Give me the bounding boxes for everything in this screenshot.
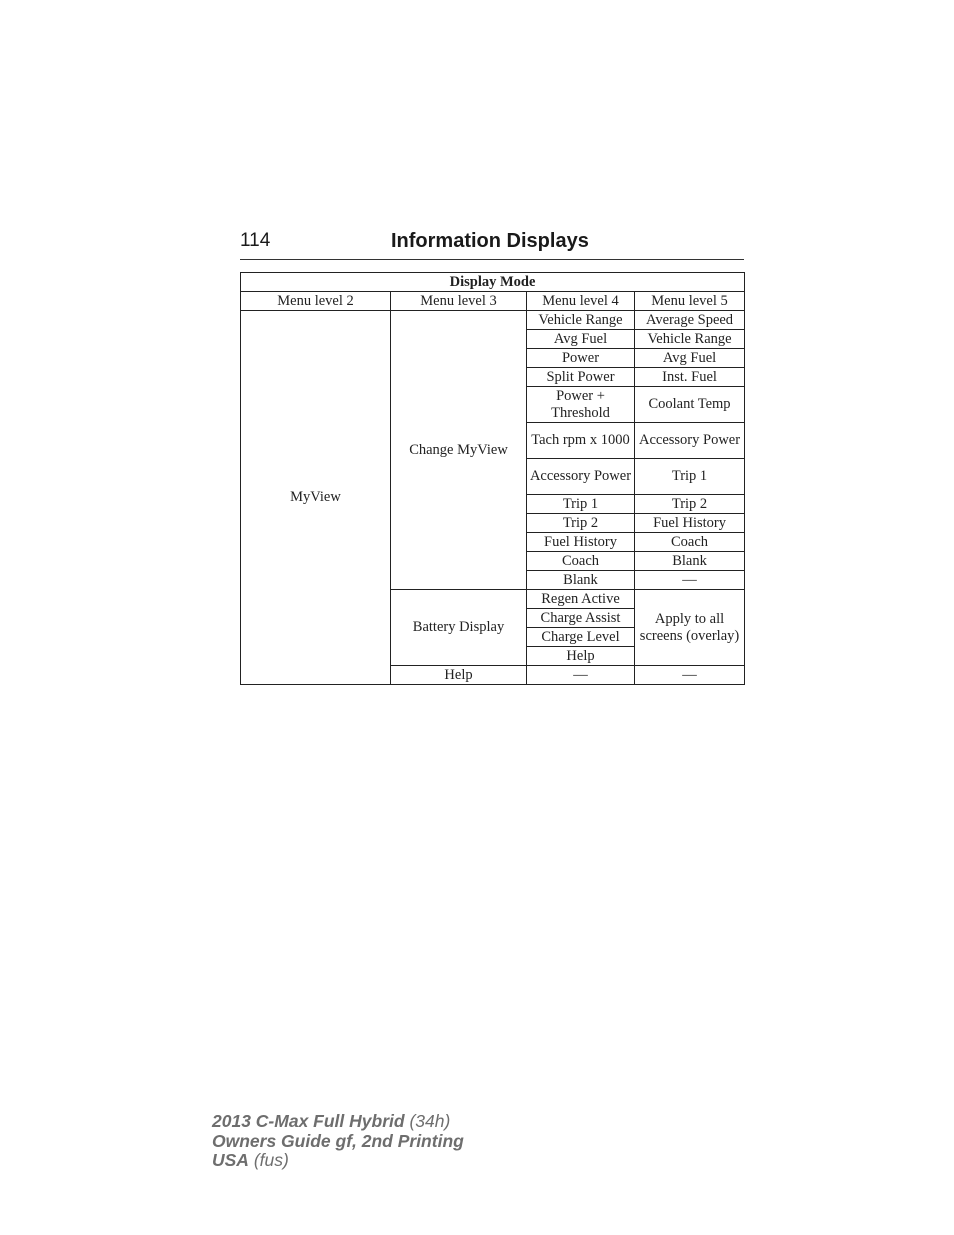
level5-cell: Accessory Power — [635, 423, 745, 459]
level5-cell: Coolant Temp — [635, 387, 745, 423]
level4-cell: Power + Threshold — [527, 387, 635, 423]
level4-cell: Trip 2 — [527, 514, 635, 533]
level4-cell: Split Power — [527, 368, 635, 387]
footer-imprint — [212, 1112, 464, 1171]
table-row — [241, 311, 745, 330]
help-cell: Help — [391, 666, 527, 685]
footer-line-3: USA (fus) — [212, 1150, 289, 1170]
level4-cell: — — [527, 666, 635, 685]
column-header: Menu level 3 — [391, 292, 527, 311]
page-number: 114 — [240, 230, 271, 251]
column-header: Menu level 2 — [241, 292, 391, 311]
overlay-note-cell: Apply to all screens (overlay) — [635, 590, 745, 666]
level5-cell: Blank — [635, 552, 745, 571]
level4-cell: Charge Assist — [527, 609, 635, 628]
level4-cell: Charge Level — [527, 628, 635, 647]
level5-cell: — — [635, 666, 745, 685]
level5-cell: Trip 2 — [635, 495, 745, 514]
level4-cell: Coach — [527, 552, 635, 571]
column-header: Menu level 4 — [527, 292, 635, 311]
footer-line-1: 2013 C-Max Full Hybrid (34h) — [212, 1111, 451, 1131]
level4-cell: Vehicle Range — [527, 311, 635, 330]
level4-cell: Trip 1 — [527, 495, 635, 514]
display-mode-table — [240, 272, 745, 685]
table-header-row — [241, 292, 745, 311]
level5-cell: Vehicle Range — [635, 330, 745, 349]
level5-cell: Inst. Fuel — [635, 368, 745, 387]
column-header: Menu level 5 — [635, 292, 745, 311]
battery-display-cell: Battery Display — [391, 590, 527, 666]
level5-cell: — — [635, 571, 745, 590]
level4-cell: Help — [527, 647, 635, 666]
header-rule — [240, 259, 744, 260]
footer-line-2: Owners Guide gf, 2nd Printing — [212, 1130, 464, 1151]
level5-cell: Trip 1 — [635, 459, 745, 495]
level5-cell: Avg Fuel — [635, 349, 745, 368]
level4-cell: Avg Fuel — [527, 330, 635, 349]
level4-cell: Blank — [527, 571, 635, 590]
table-title: Display Mode — [241, 273, 745, 292]
change-myview-cell: Change MyView — [391, 311, 527, 590]
level5-cell: Coach — [635, 533, 745, 552]
level4-cell: Power — [527, 349, 635, 368]
level4-cell: Regen Active — [527, 590, 635, 609]
level4-cell: Accessory Power — [527, 459, 635, 495]
level4-cell: Fuel History — [527, 533, 635, 552]
level4-cell: Tach rpm x 1000 — [527, 423, 635, 459]
level5-cell: Average Speed — [635, 311, 745, 330]
section-title: Information Displays — [391, 230, 589, 252]
level2-myview-cell: MyView — [241, 311, 391, 685]
level5-cell: Fuel History — [635, 514, 745, 533]
